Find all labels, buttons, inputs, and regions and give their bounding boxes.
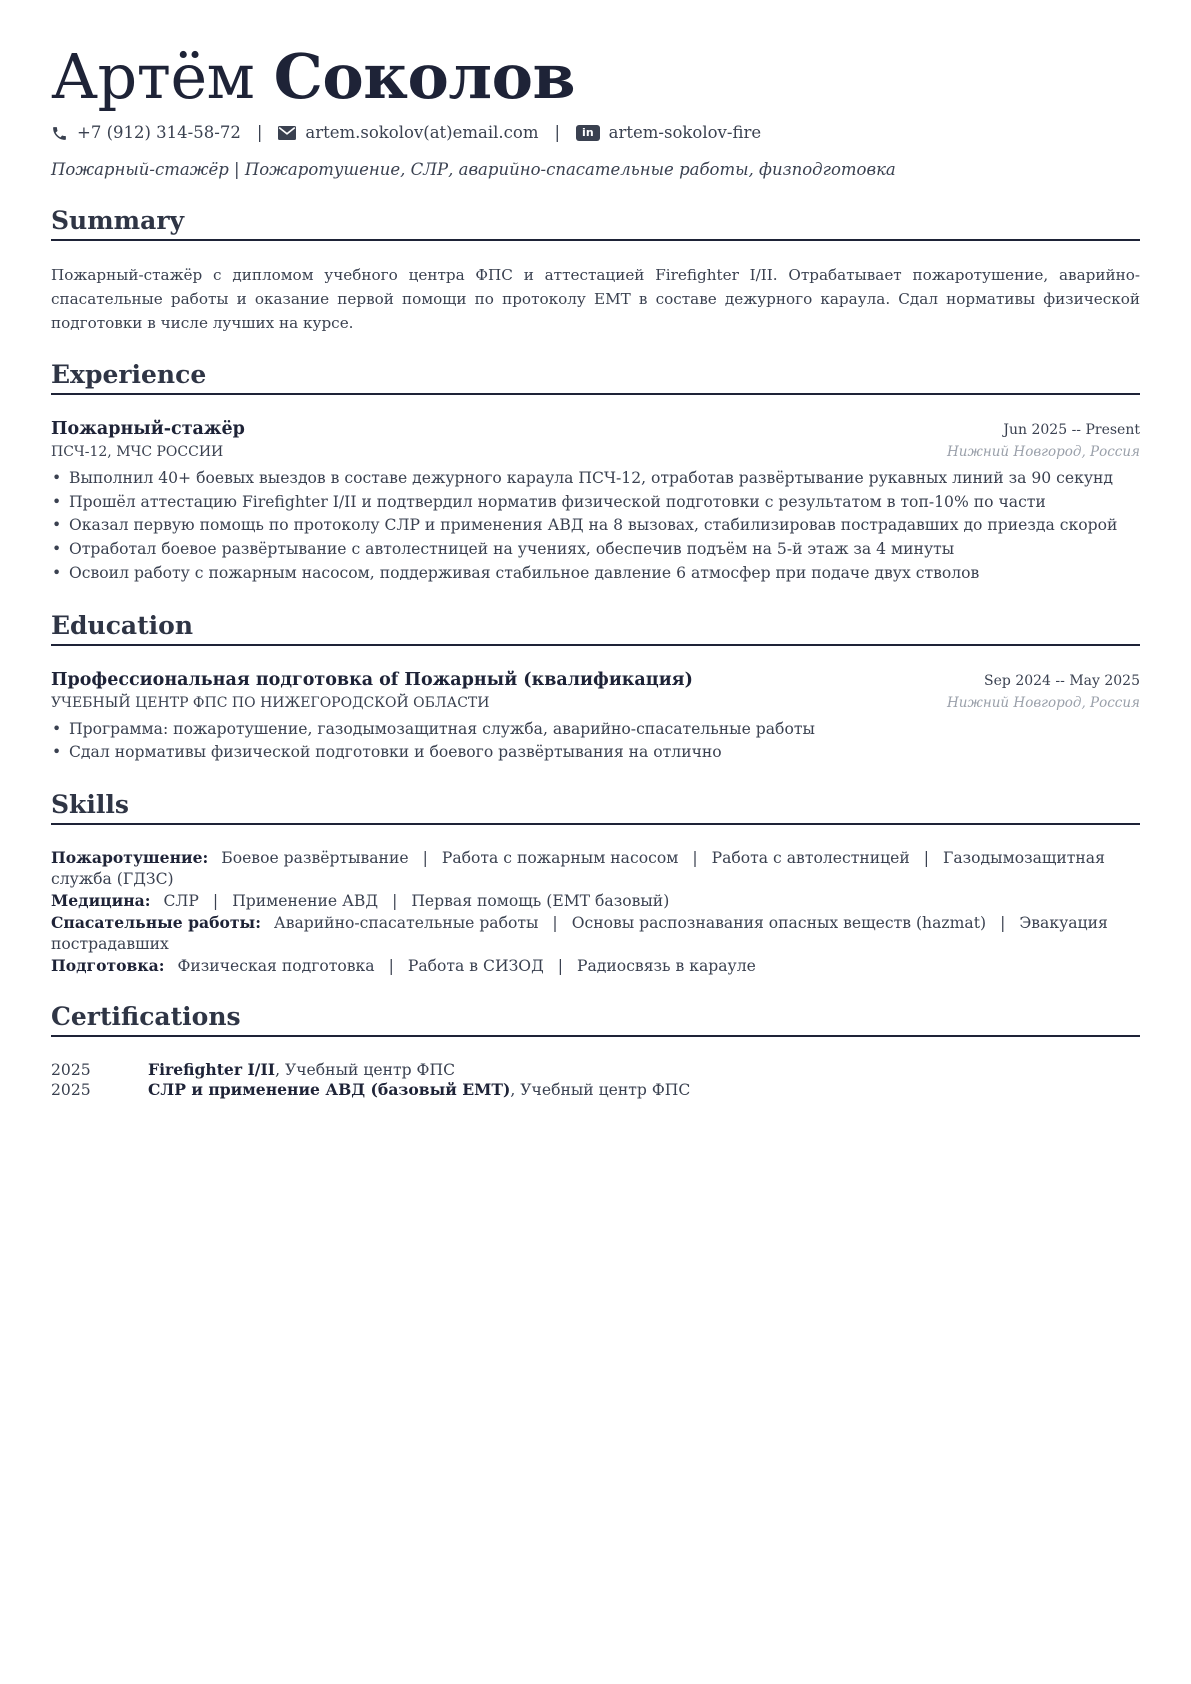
job-location: Нижний Новгород, Россия [947,444,1140,460]
tagline: Пожарный-стажёр | Пожаротушение, СЛР, аварийно-спасательные работы, физподготовка [51,160,896,179]
section-title: Summary [51,205,1140,241]
summary-text: Пожарный-стажёр с дипломом учебного центра ФПС и аттестацией Firefighter I/II. Отрабатывает пожаротушение, аварийно-спасательные работы и оказание первой помощи по протоколу EMT в составе дежурного караула. Сдал нормативы физической подготовки в числе лучших на курсе. [51,266,1140,332]
skills-list [51,847,1140,977]
skill-item: Аварийно-спасательные работы [273,913,539,932]
skill-separator: | [692,848,698,867]
list-item: • Сдал нормативы физической подготовки и боевого развёртывания на отлично [51,741,1140,765]
degree-title: Профессиональная подготовка of Пожарный (квалификация) [51,669,693,690]
section-title: Experience [51,359,1140,395]
skill-item: Работа в СИЗОД [407,956,544,975]
education-location: Нижний Новгород, Россия [947,694,1140,711]
employer: ПСЧ-12, МЧС РОССИИ [51,444,224,460]
list-item [51,1080,1140,1100]
first-name: Артём [51,40,255,113]
contact-bar [51,122,1140,144]
skill-separator: | [557,956,564,975]
skill-separator: | [388,956,394,975]
cert-name: Firefighter I/II [148,1059,276,1079]
skill-item: Газодымозащитная служба (ГДЗС) [51,848,1105,888]
list-item: • Оказал первую помощь по протоколу СЛР и применения АВД на 8 вызовах, стабилизировав пострадавших до приезда скорой [51,514,1140,538]
phone-icon [51,125,68,142]
skill-item: Работа с автолестницей [711,848,910,867]
education-bullets [51,718,1140,765]
skill-separator: | [1000,913,1006,932]
skill-group [51,912,1140,955]
section-title: Certifications [51,1001,1140,1037]
certifications-section [51,1001,1140,1100]
phone-number[interactable]: +7 (912) 314-58-72 [77,123,241,142]
cert-name: СЛР и применение АВД (базовый EMT) [148,1079,511,1099]
summary-section [51,205,1140,335]
list-item: • Освоил работу с пожарным насосом, поддерживая стабильное давление 6 атмосфер при подаче двух стволов [51,562,1140,586]
cert-issuer: , Учебный центр ФПС [510,1080,691,1099]
job-dates: Jun 2025 -- Present [1003,422,1140,438]
job-title: Пожарный-стажёр [51,419,245,439]
skill-item: Эвакуация пострадавших [51,913,1108,953]
linkedin-icon [576,125,600,141]
contact-separator: | [256,123,263,142]
section-title: Education [51,610,1140,646]
cert-year: 2025 [51,1080,91,1099]
skill-item: Первая помощь (EMT базовый) [411,891,670,910]
skill-item: Боевое развёртывание [221,848,409,867]
skill-item: Радиосвязь в карауле [577,956,756,975]
list-item [51,1060,1140,1080]
experience-bullets [51,467,1140,586]
list-item: • Прошёл аттестацию Firefighter I/II и подтвердил норматив физической подготовки с результатом в топ-10% по части [51,491,1140,515]
candidate-name [51,38,1140,116]
last-name: Соколов [273,40,576,113]
cert-issuer: , Учебный центр ФПС [275,1060,456,1079]
list-item: • Выполнил 40+ боевых выездов в составе дежурного караула ПСЧ-12, отработав развёртывание рукавных линий за 90 секунд [51,467,1140,491]
skill-category: Медицина: [51,890,151,910]
linkedin-link[interactable]: artem-sokolov-fire [608,123,762,142]
skill-category: Подготовка: [51,955,165,975]
skill-category: Спасательные работы: [51,912,261,932]
skill-category: Пожаротушение: [51,847,209,867]
skill-group [51,955,1140,977]
skill-item: Физическая подготовка [177,956,375,975]
contact-separator: | [554,123,561,142]
linkedin-badge: in [576,125,600,141]
skills-section [51,789,1140,977]
cert-year: 2025 [51,1060,91,1079]
skill-item: Основы распознавания опасных веществ (hazmat) [571,913,987,932]
certifications-list [51,1060,1140,1100]
skill-group [51,847,1140,890]
envelope-icon [278,126,296,140]
skill-separator: | [422,848,428,867]
list-item: • Программа: пожаротушение, газодымозащитная служба, аварийно-спасательные работы [51,718,1140,742]
experience-entry [51,417,1140,586]
skill-separator: | [212,891,219,910]
skill-separator: | [552,913,558,932]
institution: УЧЕБНЫЙ ЦЕНТР ФПС ПО НИЖЕГОРОДСКОЙ ОБЛАСТИ [51,694,490,711]
skill-item: СЛР [163,891,199,910]
education-section [51,610,1140,765]
education-entry [51,668,1140,765]
skill-separator: | [392,891,398,910]
skill-group [51,890,1140,912]
skill-item: Применение АВД [232,891,379,910]
skill-item: Работа с пожарным насосом [441,848,679,867]
experience-section [51,359,1140,586]
section-title: Skills [51,789,1140,825]
list-item: • Отработал боевое развёртывание с автолестницей на учениях, обеспечив подъём на 5-й этаж за 4 минуты [51,538,1140,562]
skill-separator: | [923,848,930,867]
education-dates: Sep 2024 -- May 2025 [984,672,1140,689]
email-link[interactable]: artem.sokolov(at)email.com [305,123,539,142]
